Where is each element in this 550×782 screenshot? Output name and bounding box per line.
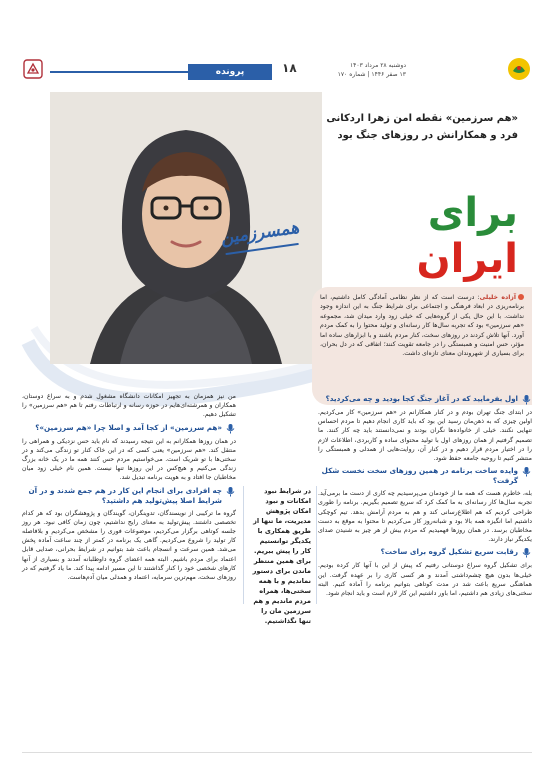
pull-quote: در شرایط نبود امکانات و نبود امکان پژوهش مدیریت، ما تنها از طریق همکاری با یکدیگر توانستیم کار را پیش ببریم. برای همین منتظر ماندن برای دستور نماندیم و با همه سختی‌ها، همراه مردم ماندیم و هم سرزمین مان را تنها نگذاشتیم.: [252, 487, 311, 625]
body-paragraph: در همان روزها همکارانم به این نتیجه رسیدند که نام باید حس نزدیکی و همراهی را منتقل کند. «هم سرزمین» یعنی کسی که در این خاک کنار تو زندگی می‌کند و در سختی‌ها با تو شریک است. می‌خواستیم مردم حس کنند همه ما در یک خانه بزرگ زندگی می‌کنیم و هیچ‌کس در این روزها تنها نیست. همین نام خیلی زود میان مخاطبان جا افتاد و به هویت برنامه تبدیل شد.: [22, 437, 236, 482]
calligraphy-text: همسرزمین: [219, 217, 301, 249]
date-line-2: ۱۳ صفر ۱۴۴۶ | شماره ۱۷۰: [337, 71, 406, 78]
issue-date: [306, 61, 406, 79]
body-paragraph: من نیز همزمان به تجهیز امکانات دانشگاه مشغول شدم و به سراغ دوستان، همکاران و همرشته‌ای‌هایم در حوزه رسانه و ارتباطات رفتم تا هم «هم سرزمین» را تشکیل دهیم.: [22, 393, 236, 419]
section-title: پرونده: [188, 64, 272, 80]
question-mic-icon: [225, 423, 236, 434]
headline-line-1: برای: [427, 190, 518, 236]
body-paragraph: گروه ما ترکیبی از نویسندگان، تدوینگران، گویندگان و پژوهشگران بود که هر کدام تخصصی داشتند. پیش‌تولید به معنای رایج نداشتیم، چون زمان کافی نبود. هر روز جلسه کوتاهی برگزار می‌کردیم، موضوعات فوری را مشخص می‌کردیم و بلافاصله کار تولید را شروع می‌کردیم. گاهی یک برنامه در کمتر از چند ساعت آماده پخش می‌شد. همین سرعت و انسجام باعث شد بتوانیم در شرایط بحرانی، صدایی قابل اعتماد برای مردم باشیم. البته همه اعضای گروه داوطلبانه آمدند و بسیاری از آنها کارهای شخصی خود را کنار گذاشتند تا این مسیر ادامه پیدا کند. ما یاد گرفتیم که در روزهای سخت، مهم‌ترین سرمایه، اعتماد و همدلی میان آدم‌هاست.: [22, 509, 236, 582]
page-header: [22, 56, 532, 86]
author-name: آزاده خلیلی: [479, 294, 516, 301]
question-text: وایده ساخت برنامه در همین روزهای سخت نخست شکل گرفت؟: [321, 466, 518, 486]
lead-paragraph: [312, 287, 532, 405]
body-column-left: [22, 392, 236, 744]
question-text: رقابت سریع تشکیل گروه برای ساخت؟: [380, 547, 518, 557]
question-text: «هم سرزمین» از کجا آمد و اصلا چرا «هم سرزمین»؟: [35, 422, 222, 432]
publication-emblem-icon: [22, 58, 44, 80]
masthead-logo-icon: [506, 56, 532, 82]
body-paragraph: برای تشکیل گروه سراغ دوستانی رفتیم که پیش از این با آنها کار کرده بودیم. خیلی‌ها بدون هیچ چشم‌داشتی آمدند و هر کسی کاری را بر عهده گرفت. این هماهنگی سریع باعث شد در مدت کوتاهی بتوانیم برنامه را آماده کنیم. البته سختی‌های زیادی هم داشتیم، اما باور داشتیم این کار لازم است و باید انجام شود.: [318, 562, 532, 598]
kicker-text: «هم سرزمین» نقطه امن زهرا اردکانی فرد و همکارانش در روزهای جنگ بود: [326, 113, 518, 141]
hero-section: [22, 92, 532, 402]
pull-quote-column: [243, 486, 317, 625]
body-column-right: [318, 392, 532, 744]
headline-line-2: ایران: [416, 236, 518, 282]
question-text: اول بفرمایید که در آغاز جنگ کجا بودید و چه می‌کردید؟: [325, 394, 518, 403]
question-heading: [22, 486, 236, 506]
question-heading: [318, 394, 532, 405]
body-paragraph: در ابتدای جنگ تهران بودم و در کنار همکارانم در «هم سرزمین» کار می‌کردیم. اولین چیزی که به ذهن‌مان رسید این بود که باید کاری انجام دهیم تا مردم احساس تنهایی نکنند. خیلی از خانواده‌ها نگران بودند و نمی‌دانستند باید چه کار کنند. ما تصمیم گرفتیم از همان روزهای اول با تولید محتوای ساده و کاربردی، اطلاعات لازم را در اختیار مردم قرار دهیم و در کنار آن، روایت‌هایی از همدلی و همبستگی را منتشر کنیم تا روحیه جامعه حفظ شود.: [318, 409, 532, 463]
footer-divider: [22, 752, 532, 753]
author-bullet-icon: [518, 294, 524, 300]
question-mic-icon: [521, 466, 532, 477]
date-line-1: دوشنبه ۲۸ مرداد ۱۴۰۳: [349, 62, 406, 69]
question-heading: [22, 423, 236, 434]
headline: [378, 190, 518, 282]
question-text: چه افرادی برای انجام این کار در هم جمع شدند و در آن شرایط اصلا پیش‌تولید هم داشتید؟: [28, 485, 222, 505]
question-heading: [318, 547, 532, 558]
lead-text: : درست است که از نظر نظامی آمادگی کامل داشتیم، اما برنامه‌ریزی در ابعاد فرهنگی و اجتماعی برای شرایط جنگ به این اندازه وجود نداشت. با این حال یکی از گروه‌هایی که خیلی زود وارد میدان شد، مجموعه «هم سرزمین» بود که تجربه سال‌ها کار رسانه‌ای و تولید محتوا را به کمک مردم آورد. آنها تلاش کردند در روزهای سخت، کنار مردم باشند و با ابزارهای ساده اما مؤثر، حس امنیت و همبستگی را در جامعه تقویت کنند؛ اتفاقی که در دل بحران، برای بسیاری از شهروندان معنای تازه‌ای داشت.: [320, 294, 524, 358]
calligraphy-logo: [217, 214, 308, 281]
question-mic-icon: [225, 486, 236, 497]
page-number: ۱۸: [282, 61, 297, 75]
body-paragraph: بله، خاطرم هست که همه ما از خودمان می‌پرسیدیم چه کاری از دست ما برمی‌آید. تجربه سال‌ها کار رسانه‌ای به ما کمک کرد که سریع تصمیم بگیریم. برنامه را طوری طراحی کردیم که هم اطلاع‌رسانی کند و هم به مردم آرامش بدهد. تیم کوچکی داشتیم اما انگیزه همه بالا بود و شبانه‌روز کار می‌کردیم تا محتوا به موقع به دست مخاطبان برسد. در همان روزها فهمیدیم که مردم بیش از هر چیز به شنیدن صدای یکدیگر نیاز دارند.: [318, 490, 532, 544]
question-mic-icon: [521, 394, 532, 405]
question-heading: [318, 466, 532, 486]
section-rail: [50, 71, 188, 73]
question-mic-icon: [521, 547, 532, 558]
